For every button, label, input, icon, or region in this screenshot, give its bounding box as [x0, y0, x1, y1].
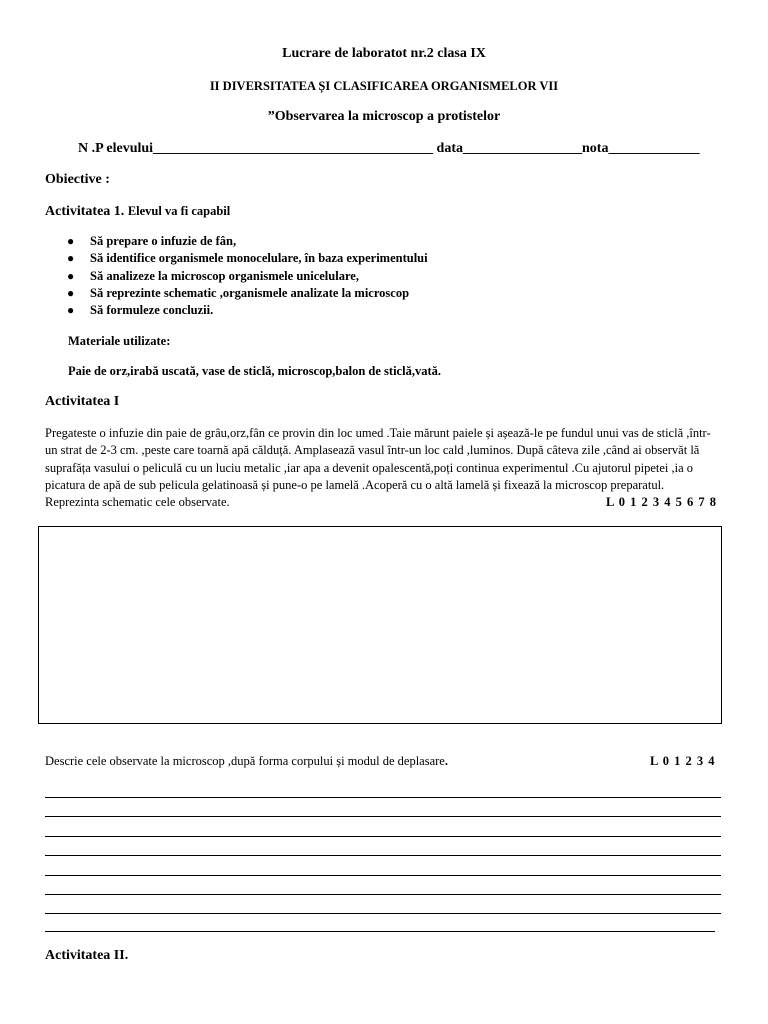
paragraph-line: un strat de 2-3 cm. ,peste care toarnă apă călduță. Amplasează vasul într-un loc cald ,luminos. După câteva zile ,când ai observăt lă: [45, 443, 700, 458]
objectives-heading: Obiective :: [45, 172, 110, 187]
bullet-icon: ●: [67, 303, 75, 318]
objective-text: Să identifice organismele monocelulare, în baza experimentului: [90, 251, 428, 266]
objective-text: Să analizeze la microscop organismele unicelulare,: [90, 268, 359, 283]
activity-1-label: Activitatea 1.: [45, 204, 125, 219]
score-scale: L 0 1 2 3 4: [650, 754, 716, 768]
answer-line[interactable]: [45, 836, 721, 837]
answer-line[interactable]: [45, 931, 715, 932]
answer-line[interactable]: [45, 855, 721, 856]
activity-1-heading: [45, 204, 230, 220]
list-item: [45, 285, 428, 302]
document-title: Lucrare de laboratot nr.2 clasa IX: [282, 46, 486, 61]
describe-text: Descrie cele observate la microscop ,după forma corpului și modul de deplasare: [45, 754, 445, 768]
paragraph-line: suprafăța vasului o peliculă cu un luciu metalic ,iar apa a devenit opalescentă,poți continua experimentul .Cu ajutorul pipetei ,ia o: [45, 460, 694, 475]
answer-line[interactable]: [45, 875, 721, 876]
objective-text: Să reprezinte schematic ,organismele analizate la microscop: [90, 285, 410, 300]
objective-text: Să prepare o infuzie de fân,: [90, 234, 237, 248]
paragraph-line: picatura de apă de sub pelicula gelatinoasă și pune-o pe lamelă .Acoperă cu o altă lamelă și fixează la microscop preparatul.: [45, 477, 665, 492]
activity-II-heading: Activitatea II.: [45, 948, 129, 963]
objectives-list: [45, 233, 428, 319]
chapter-title: II DIVERSITATEA ȘI CLASIFICAREA ORGANISMELOR VII: [209, 79, 559, 93]
bullet-icon: ●: [67, 251, 75, 266]
student-info-line: N .P elevului________________________________________ data_________________nota_____________: [78, 141, 700, 156]
score-scale: L 0 1 2 3 4 5 6 7 8: [606, 495, 718, 509]
activity-1-intro: Elevul va fi capabil: [127, 204, 231, 218]
answer-line[interactable]: [45, 913, 721, 914]
list-item: [45, 233, 428, 250]
bullet-icon: ●: [67, 285, 75, 300]
list-item: [45, 268, 428, 285]
describe-prompt: [45, 754, 448, 769]
describe-end: .: [444, 754, 448, 768]
drawing-box[interactable]: [38, 526, 722, 724]
list-item: [45, 250, 428, 267]
bullet-icon: ●: [67, 234, 75, 248]
materials-heading: Materiale utilizate:: [68, 334, 171, 348]
paragraph-line: Reprezinta schematic cele observate.: [45, 495, 230, 510]
lab-title: ”Observarea la microscop a protistelor: [267, 109, 501, 124]
materials-list: Paie de orz,irabă uscată, vase de sticlă, microscop,balon de sticlă,vată.: [68, 364, 441, 378]
answer-line[interactable]: [45, 894, 721, 895]
bullet-icon: ●: [67, 268, 75, 283]
paragraph-line: Pregateste o infuzie din paie de grâu,orz,fân ce provin din loc umed .Taie mărunt paiele și așează-le pe fundul unui vas de sticlă ,într-: [45, 426, 711, 440]
answer-line[interactable]: [45, 816, 721, 817]
answer-line[interactable]: [45, 797, 721, 798]
list-item: [45, 302, 428, 319]
activity-I-heading: Activitatea I: [45, 394, 120, 409]
objective-text: Să formuleze concluzii.: [90, 303, 214, 318]
